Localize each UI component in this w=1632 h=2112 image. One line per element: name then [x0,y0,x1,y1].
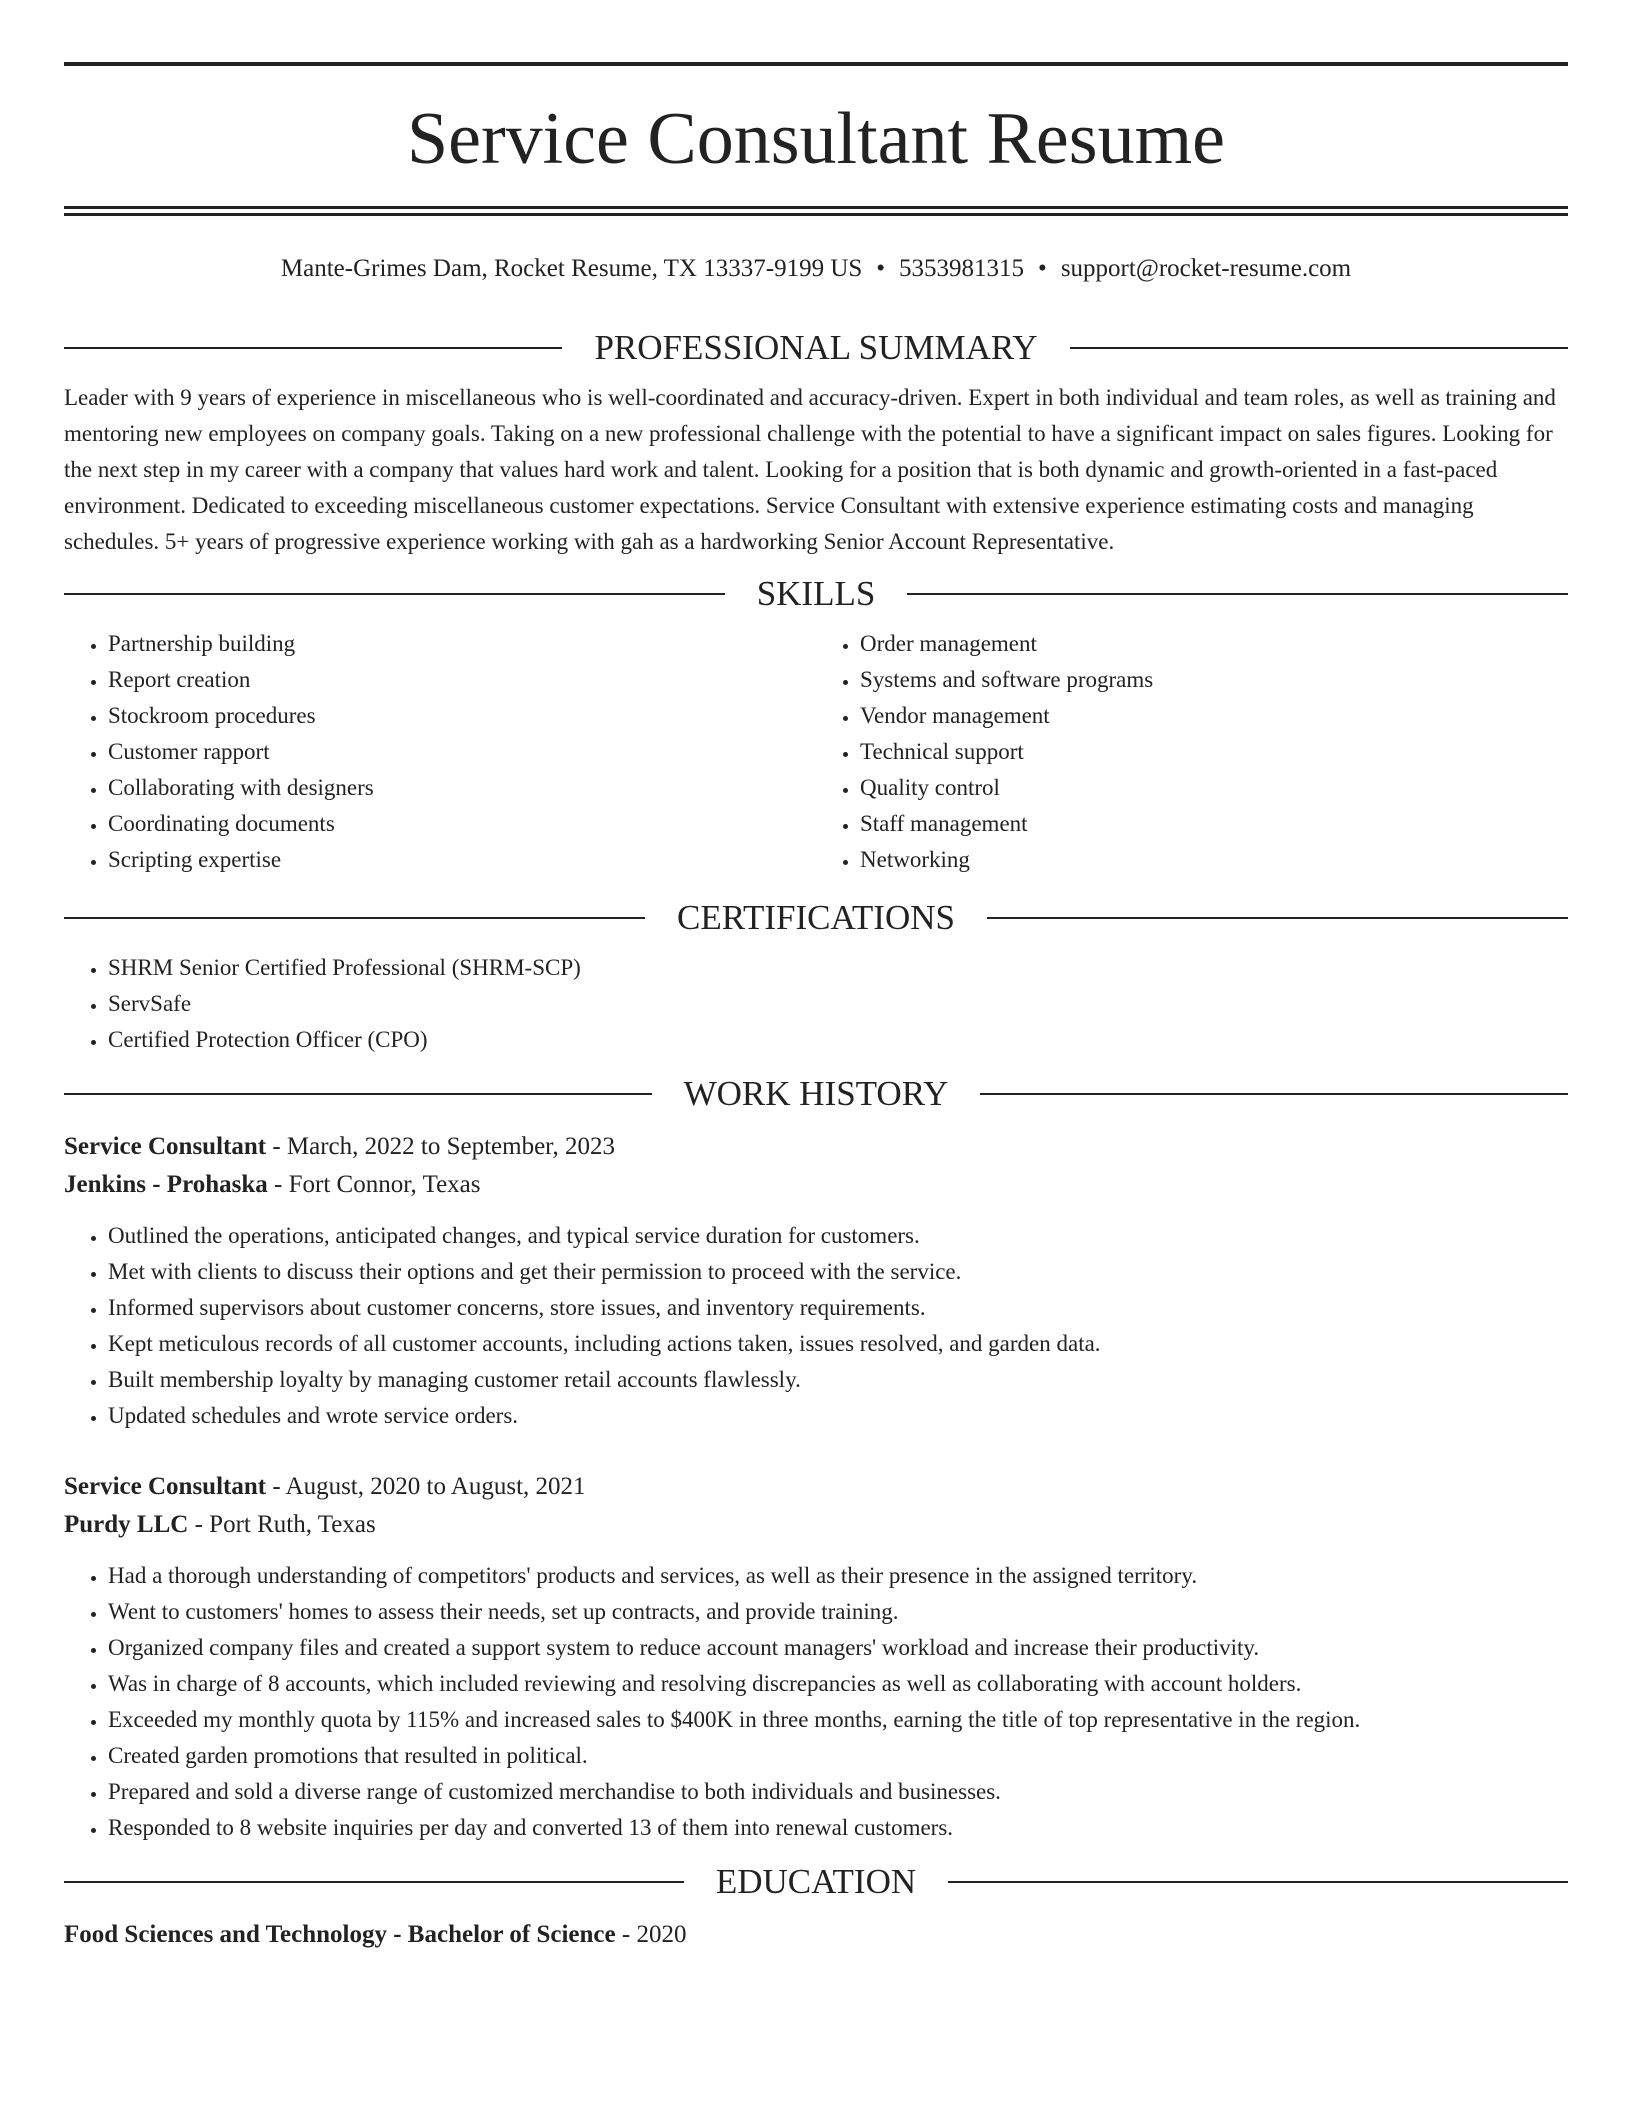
job-company-line [64,1506,1568,1544]
summary-heading-text: PROFESSIONAL SUMMARY [594,328,1038,367]
skills-heading [64,572,1568,616]
job-location: - Fort Connor, Texas [267,1171,481,1198]
double-rule [64,206,1568,216]
job-bullet: • Outlined the operations, anticipated changes, and typical service duration for customers. [108,1218,1568,1254]
education-heading [64,1860,1568,1904]
skill-item: • Quality control [860,770,1568,806]
job-bullet: • Prepared and sold a diverse range of customized merchandise to both individuals and businesses. [108,1774,1568,1810]
skill-item: • Order management [860,626,1568,662]
job-bullet: • Went to customers' homes to assess their needs, set up contracts, and provide training. [108,1594,1568,1630]
job-title: Service Consultant [64,1133,267,1160]
job-dates: - August, 2020 to August, 2021 [266,1473,586,1500]
skill-item: • Scripting expertise [108,842,816,878]
certification-item: • Certified Protection Officer (CPO) [108,1022,1568,1058]
job-entry [64,1468,1568,1846]
skill-item: • Networking [860,842,1568,878]
title-block [64,0,1568,216]
work-history-heading [64,1072,1568,1116]
job-bullet: • Organized company files and created a support system to reduce account managers' workload and increase their productivity. [108,1630,1568,1666]
skill-item: • Partnership building [108,626,816,662]
job-bullet: • Updated schedules and wrote service orders. [108,1398,1568,1434]
job-company: Jenkins - Prohaska [64,1171,268,1198]
skills-list-right [816,626,1568,878]
certification-item: • SHRM Senior Certified Professional (SHRM-SCP) [108,950,1568,986]
job-dates: - March, 2022 to September, 2023 [266,1133,616,1160]
contact-separator: • [1038,255,1047,282]
job-bullet: • Had a thorough understanding of competitors' products and services, as well as their presence in the assigned territory. [108,1558,1568,1594]
skill-item: • Customer rapport [108,734,816,770]
contact-address: Mante-Grimes Dam, Rocket Resume, TX 13337-9199 US [280,255,863,282]
skill-item: • Staff management [860,806,1568,842]
job-bullets [64,1558,1568,1846]
job-title-line [64,1468,1568,1506]
certification-item: • ServSafe [108,986,1568,1022]
skill-item: • Technical support [860,734,1568,770]
job-bullet: • Built membership loyalty by managing customer retail accounts flawlessly. [108,1362,1568,1398]
job-title-line [64,1128,1568,1166]
contact-separator: • [876,255,886,282]
work-history-heading-text: WORK HISTORY [683,1074,949,1113]
certifications-heading [64,896,1568,940]
job-entry [64,1128,1568,1434]
education-degree: Food Sciences and Technology - Bachelor of Science [64,1921,616,1948]
certifications-heading-text: CERTIFICATIONS [677,898,955,937]
skills-columns [64,626,1568,878]
job-bullets [64,1218,1568,1434]
skill-item: • Report creation [108,662,816,698]
skill-item: • Systems and software programs [860,662,1568,698]
page-title: Service Consultant Resume [407,98,1225,180]
certifications-list [64,950,1568,1058]
job-bullet: • Was in charge of 8 accounts, which included reviewing and resolving discrepancies as well as collaborating with account holders. [108,1666,1568,1702]
skills-heading-text: SKILLS [756,574,876,613]
job-bullet: • Kept meticulous records of all customer accounts, including actions taken, issues resolved, and garden data. [108,1326,1568,1362]
contact-line [64,254,1568,284]
summary-heading [64,326,1568,370]
job-company-line [64,1166,1568,1204]
skill-item: • Collaborating with designers [108,770,816,806]
job-company: Purdy LLC [64,1511,189,1538]
job-bullet: • Responded to 8 website inquiries per day and converted 13 of them into renewal customers. [108,1810,1568,1846]
skills-list-left [64,626,816,878]
education-year: - 2020 [615,1921,687,1948]
skill-item: • Stockroom procedures [108,698,816,734]
contact-email: support@rocket-resume.com [1060,255,1352,282]
education-entry [64,1916,1568,1954]
education-heading-text: EDUCATION [715,1862,917,1901]
skill-item: • Coordinating documents [108,806,816,842]
job-bullet: • Created garden promotions that resulted in political. [108,1738,1568,1774]
skill-item: • Vendor management [860,698,1568,734]
job-title: Service Consultant [64,1473,267,1500]
job-location: - Port Ruth, Texas [188,1511,376,1538]
contact-phone: 5353981315 [899,255,1025,282]
job-bullet: • Met with clients to discuss their options and get their permission to proceed with the service. [108,1254,1568,1290]
summary-text: Leader with 9 years of experience in miscellaneous who is well-coordinated and accuracy-driven. Expert in both individual and team roles, as well as training and mentoring new employees on company goals. Taking on a new professional challenge with the potential to have a significant impact on sales figures. Looking for the next step in my career with a company that values hard work and talent. Looking for a position that is both dynamic and growth-oriented in a fast-paced environment. Dedicated to exceeding miscellaneous customer expectations. Service Consultant with extensive experience estimating costs and managing schedules. 5+ years of progressive experience working with gah as a hardworking Senior Account Representative. [64,385,1556,554]
job-bullet: • Informed supervisors about customer concerns, store issues, and inventory requirements. [108,1290,1568,1326]
job-bullet: • Exceeded my monthly quota by 115% and increased sales to $400K in three months, earning the title of top representative in the region. [108,1702,1568,1738]
